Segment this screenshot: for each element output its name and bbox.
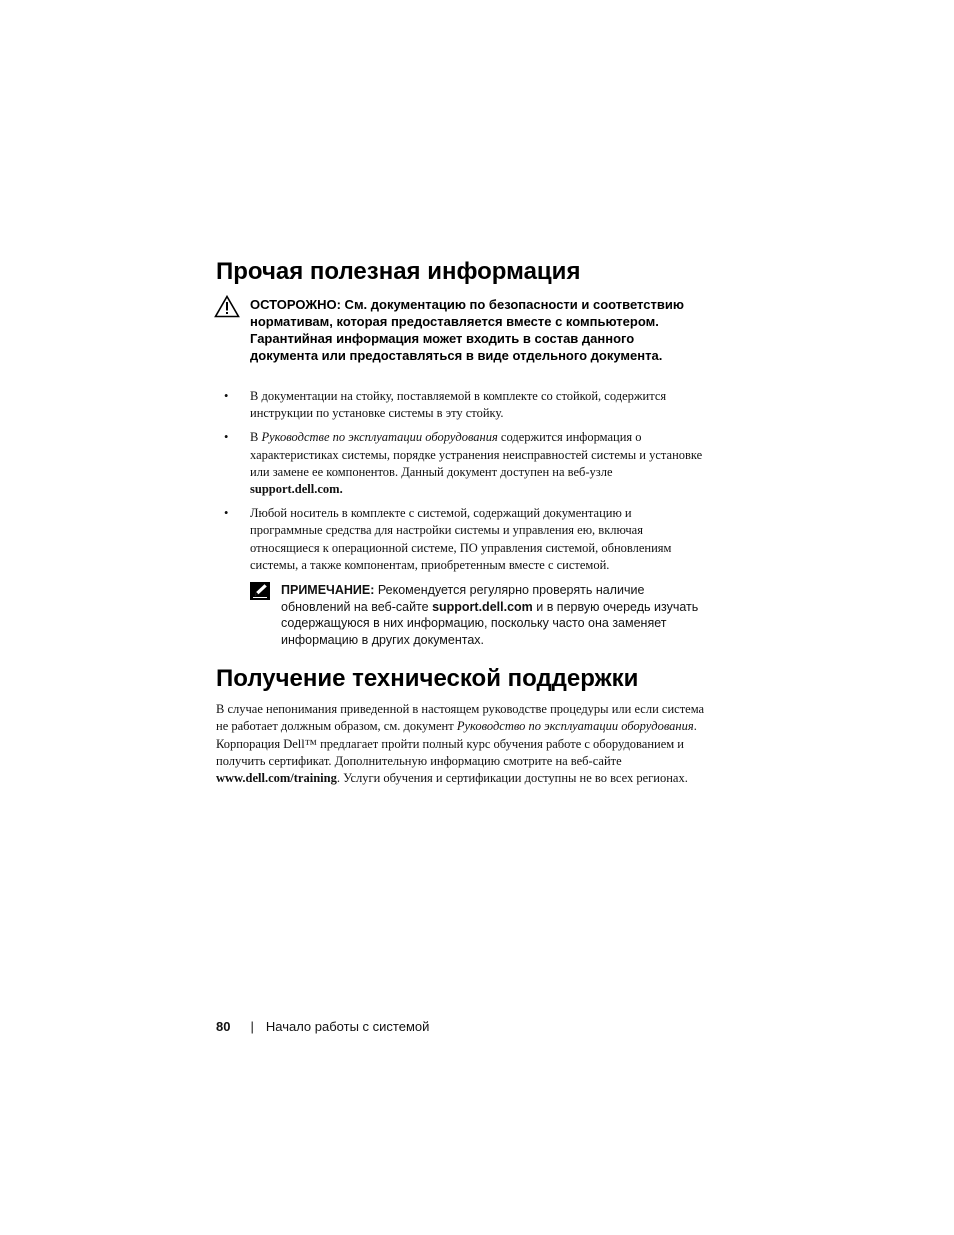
- para-part-1: В случае непонимания приведенной в настоящем руководстве процедуры или если система не работает должным образом, см. документ: [216, 702, 705, 734]
- section-title-tech-support: Получение технической поддержки: [216, 665, 639, 692]
- footer-separator: |: [250, 1019, 254, 1034]
- support-site-link[interactable]: support.dell.com: [432, 599, 533, 614]
- info-bullet-list: [216, 388, 706, 581]
- bullet-prefix: В: [250, 430, 262, 445]
- caution-label: ОСТОРОЖНО:: [250, 297, 341, 312]
- pencil-note-icon: [250, 582, 270, 600]
- bullet-middle: содержится информация о характеристиках системы, порядке устранения неисправностей системы и установке или замене ее компонентов. Данный документ доступен на веб-узле: [250, 430, 703, 479]
- bullet-dot-icon: •: [224, 430, 229, 445]
- bullet-dot-icon: •: [224, 506, 229, 521]
- page-number: 80: [216, 1019, 231, 1034]
- list-item: [216, 505, 706, 574]
- caution-body: См. документацию по безопасности и соответствию нормативам, которая предоставляется вместе с компьютером. Гарантийная информация может входить в состав данного документа или предоставляться в виде отдельного документа.: [250, 297, 684, 363]
- page-footer: [216, 1018, 429, 1036]
- hardware-manual-title: Руководство по эксплуатации оборудования: [456, 719, 694, 734]
- tech-support-paragraph: [216, 701, 706, 787]
- para-part-2: . Корпорация Dell™ предлагает пройти полный курс обучения работе с оборудованием и получить сертификат. Дополнительную информацию смотрите на веб-сайте: [216, 719, 697, 768]
- support-site-link[interactable]: support.dell.com.: [250, 482, 343, 497]
- bullet-text: В документации на стойку, поставляемой в комплекте со стойкой, содержится инструкции по установке системы в эту стойку.: [250, 389, 667, 421]
- para-part-3: . Услуги обучения и сертификации доступны не во всех регионах.: [336, 771, 688, 786]
- list-item: [216, 388, 706, 422]
- section-title-other-info: Прочая полезная информация: [216, 258, 581, 285]
- list-item: [216, 429, 706, 498]
- bullet-text: Любой носитель в комплекте с системой, содержащий документацию и программные средства для настройки системы и управления ею, включая относящиеся к операционной системе, ПО управления системой, обновлениям системы, а также компонентам, приобретенным вместе с системой.: [250, 506, 672, 572]
- note-label: ПРИМЕЧАНИЕ:: [281, 583, 375, 597]
- warning-triangle-icon: [214, 295, 240, 318]
- bullet-dot-icon: •: [224, 389, 229, 403]
- footer-title: Начало работы с системой: [265, 1019, 430, 1034]
- note-text-before: Рекомендуется регулярно проверять наличие обновлений на веб-сайте: [281, 583, 645, 614]
- note-block: [281, 582, 701, 648]
- hardware-manual-title: Руководстве по эксплуатации оборудования: [261, 430, 498, 445]
- training-site-link[interactable]: www.dell.com/training: [216, 771, 337, 786]
- caution-block: [250, 296, 695, 364]
- note-text-after: и в первую очередь изучать содержащуюся в них информацию, поскольку часто она заменяет информацию в других документах.: [281, 599, 699, 647]
